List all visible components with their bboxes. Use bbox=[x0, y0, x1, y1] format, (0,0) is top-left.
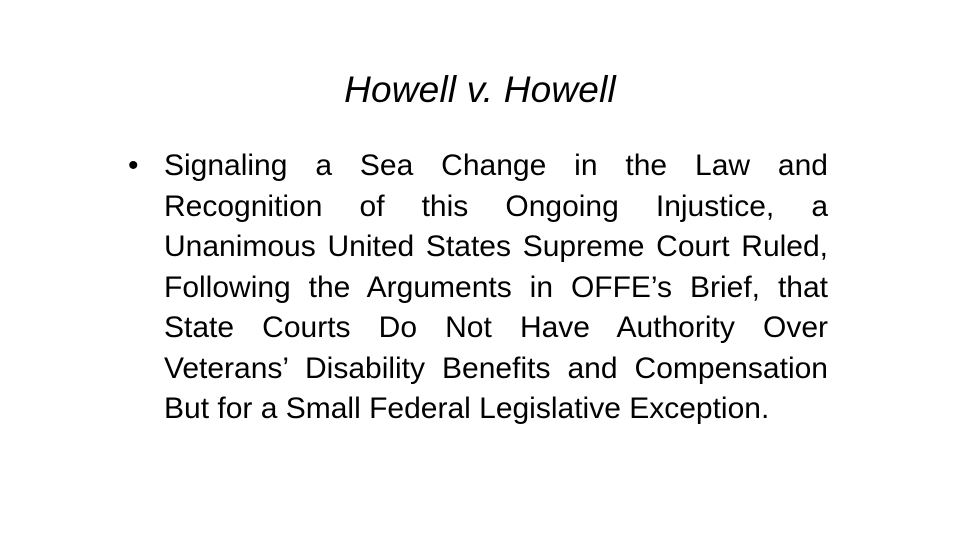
bullet-text: Signaling a Sea Change in the Law and Recognition of this Ongoing Injustice, a Unanimous United States Supreme Court Ruled, Following the Arguments in OFFE’s Brief, that State Courts Do Not Have Authority Over Veterans’ Disability Benefits and Compensation But for a Small Federal Legislative Exception. bbox=[164, 149, 828, 425]
bullet-item bbox=[128, 146, 828, 430]
slide-title: Howell v. Howell bbox=[344, 69, 616, 110]
bullet-list bbox=[128, 146, 828, 430]
bullet-marker: • bbox=[128, 149, 139, 182]
